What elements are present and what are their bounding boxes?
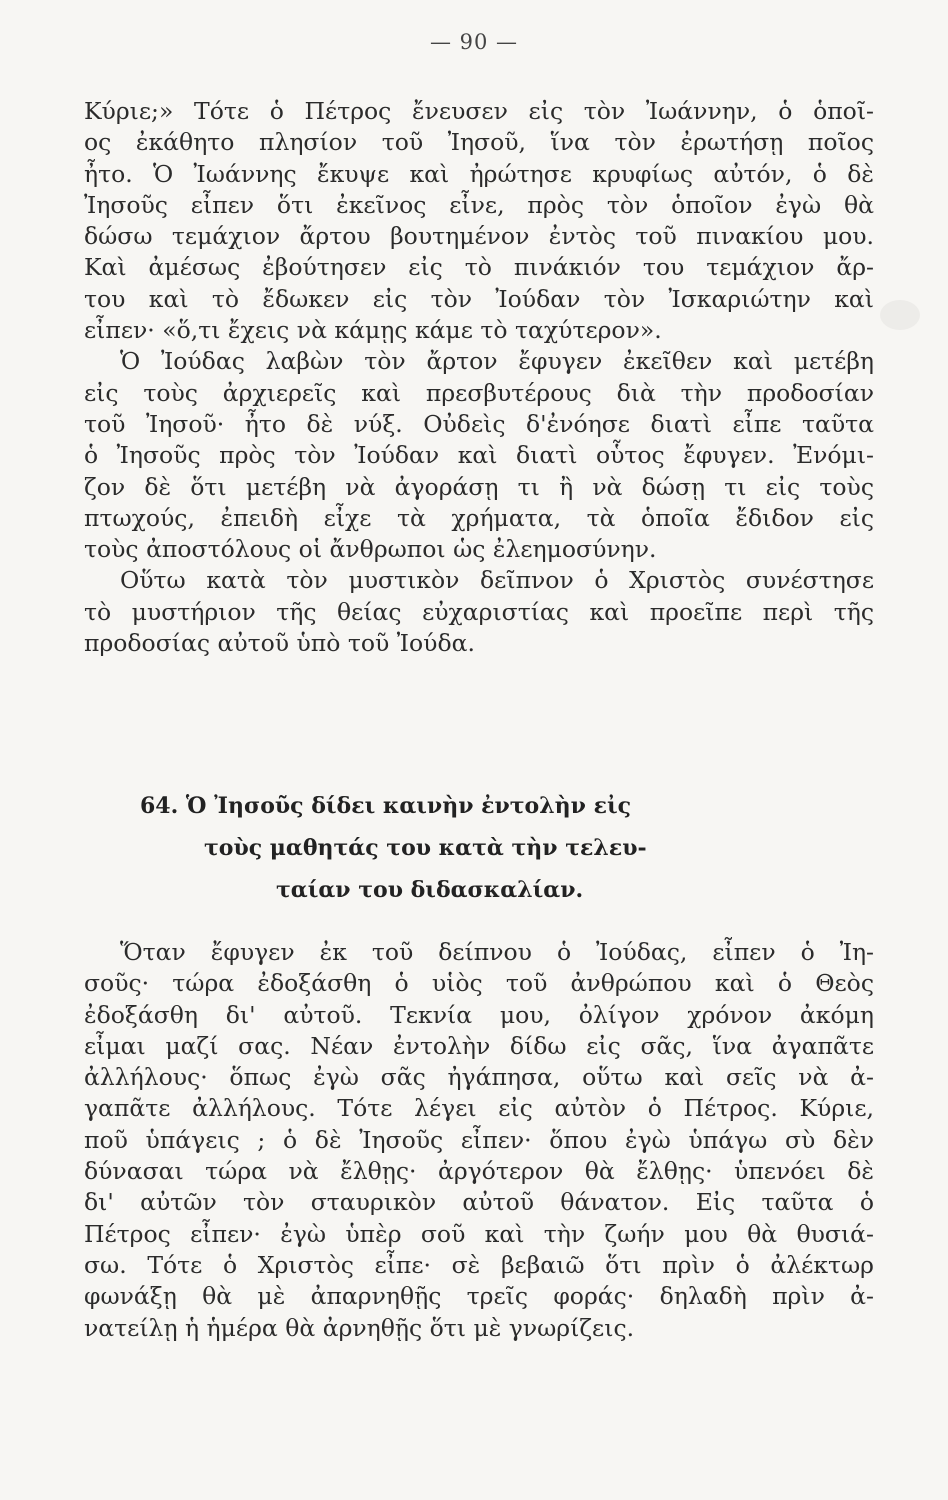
text-line: Οὕτω κατὰ τὸν μυστικὸν δεῖπνον ὁ Χριστὸς συνέστησε [120, 566, 874, 595]
text-line: δώσω τεμάχιον ἄρτου βουτημένον ἐντὸς τοῦ πινακίου μου. [84, 222, 874, 251]
text-line: ἀλλήλους· ὅπως ἐγὼ σᾶς ἠγάπησα, οὕτω καὶ σεῖς νὰ ἀ- [84, 1063, 874, 1092]
text-line: πτωχούς, ἐπειδὴ εἶχε τὰ χρήματα, τὰ ὁποῖα ἔδιδον εἰς [84, 503, 874, 532]
text-line: σω. Τότε ὁ Χριστὸς εἶπε· σὲ βεβαιῶ ὅτι πρὶν ὁ ἀλέκτωρ [84, 1250, 874, 1279]
text-line: Ἰησοῦς εἶπεν ὅτι ἐκεῖνος εἶνε, πρὸς τὸν ὁποῖον ἐγὼ θὰ [84, 190, 874, 219]
text-block-lower [84, 937, 874, 1344]
text-line: Καὶ ἀμέσως ἐβούτησεν εἰς τὸ πινάκιόν του τεμάχιον ἄρ- [84, 253, 874, 282]
text-line: δι' αὐτῶν τὸν σταυρικὸν αὐτοῦ θάνατον. Εἰς ταῦτα ὁ [84, 1188, 874, 1217]
text-line: τοὺς ἀποστόλους οἱ ἄνθρωποι ὡς ἐλεημοσύνην. [84, 535, 657, 564]
text-line: Πέτρος εἶπεν· ἐγὼ ὑπὲρ σοῦ καὶ τὴν ζωήν μου θὰ θυσιά- [84, 1219, 874, 1248]
text-line: ἦτο. Ὁ Ἰωάννης ἔκυψε καὶ ἠρώτησε κρυφίως αὐτόν, ὁ δὲ [84, 159, 874, 188]
paragraph-3 [84, 565, 874, 659]
text-line: δύνασαι τώρα νὰ ἔλθῃς· ἀργότερον θὰ ἔλθῃς· ὑπενόει δὲ [84, 1157, 874, 1186]
text-line: φωνάξῃ θὰ μὲ ἀπαρνηθῇς τρεῖς φοράς· δηλαδὴ πρὶν ἀ- [84, 1282, 874, 1311]
paragraph-2 [84, 346, 874, 565]
text-line: τὸ μυστήριον τῆς θείας εὐχαριστίας καὶ προεῖπε περὶ τῆς [84, 597, 874, 626]
text-line: Ὁ Ἰούδας λαβὼν τὸν ἄρτον ἔφυγεν ἐκεῖθεν καὶ μετέβη [120, 347, 874, 376]
text-line: γαπᾶτε ἀλλήλους. Τότε λέγει εἰς αὐτὸν ὁ Πέτρος. Κύριε, [84, 1094, 874, 1123]
text-line: προδοσίας αὐτοῦ ὑπὸ τοῦ Ἰούδα. [84, 629, 475, 658]
text-line: ἐδοξάσθη δι' αὐτοῦ. Τεκνία μου, ὀλίγον χρόνον ἀκόμη [84, 1000, 874, 1029]
text-line: ος ἐκάθητο πλησίον τοῦ Ἰησοῦ, ἵνα τὸν ἐρωτήσῃ ποῖος [84, 128, 874, 157]
section-heading-line: ταίαν του διδασκαλίαν. [276, 877, 584, 903]
paragraph-1 [84, 96, 874, 346]
text-line: τοῦ Ἰησοῦ· ἦτο δὲ νύξ. Οὐδεὶς δ'ἐνόησε διατὶ εἶπε ταῦτα [84, 409, 874, 438]
text-line: σοῦς· τώρα ἐδοξάσθη ὁ υἱὸς τοῦ ἀνθρώπου καὶ ὁ Θεὸς [84, 969, 874, 998]
text-line: νατείλῃ ἡ ἡμέρα θὰ ἀρνηθῇς ὅτι μὲ γνωρίζεις. [84, 1313, 635, 1342]
text-line: εἶπεν· «ὅ,τι ἔχεις νὰ κάμῃς κάμε τὸ ταχύτερον». [84, 316, 662, 345]
section-heading [140, 785, 800, 911]
paragraph-4 [84, 937, 874, 1344]
section-heading-line: τοὺς μαθητάς του κατὰ τὴν τελευ- [204, 835, 647, 861]
page-number: — 90 — [429, 30, 519, 54]
text-line: Ὅταν ἔφυγεν ἐκ τοῦ δείπνου ὁ Ἰούδας, εἶπεν ὁ Ἰη- [120, 938, 874, 966]
section-heading-line: 64. Ὁ Ἰησοῦς δίδει καινὴν ἐντολὴν εἰς [140, 793, 631, 819]
paper-smudge [880, 300, 920, 330]
text-line: ὁ Ἰησοῦς πρὸς τὸν Ἰούδαν καὶ διατὶ οὗτος ἔφυγεν. Ἐνόμι- [84, 441, 874, 470]
text-block-upper [84, 96, 874, 659]
text-line: εἰς τοὺς ἀρχιερεῖς καὶ πρεσβυτέρους διὰ τὴν προδοσίαν [84, 378, 874, 407]
text-line: Κύριε;» Τότε ὁ Πέτρος ἔνευσεν εἰς τὸν Ἰωάννην, ὁ ὁποῖ- [84, 97, 874, 125]
text-line: εἶμαι μαζί σας. Νέαν ἐντολὴν δίδω εἰς σᾶς, ἵνα ἀγαπᾶτε [84, 1031, 874, 1060]
text-line: ζον δὲ ὅτι μετέβη νὰ ἀγοράσῃ τι ἢ νὰ δώσῃ τι εἰς τοὺς [84, 472, 874, 501]
text-line: του καὶ τὸ ἔδωκεν εἰς τὸν Ἰούδαν τὸν Ἰσκαριώτην καὶ [84, 284, 874, 313]
text-line: ποῦ ὑπάγεις ; ὁ δὲ Ἰησοῦς εἶπεν· ὅπου ἐγὼ ὑπάγω σὺ δὲν [84, 1125, 874, 1154]
